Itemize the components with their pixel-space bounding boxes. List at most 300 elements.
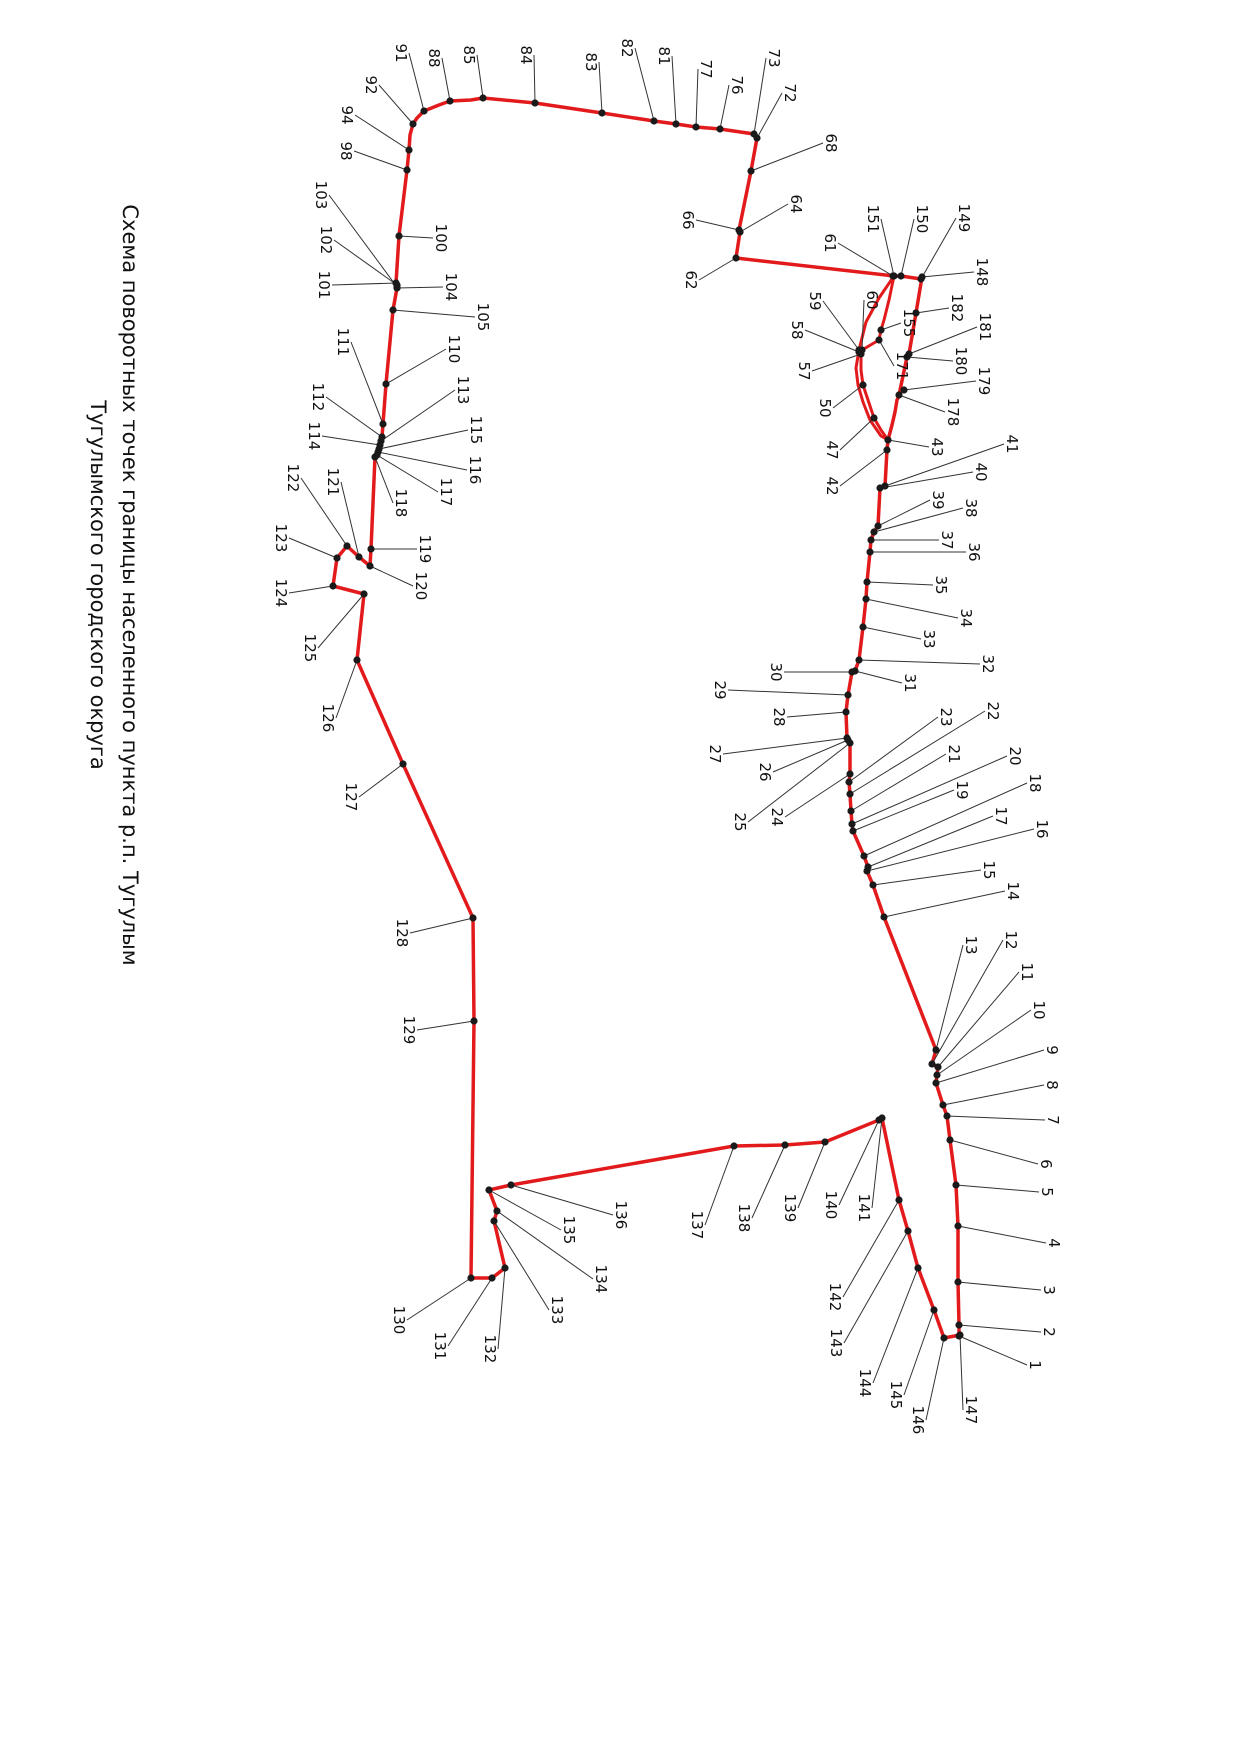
boundary-point bbox=[875, 336, 882, 343]
point-label: 32 bbox=[979, 654, 997, 674]
leader-line bbox=[958, 1282, 1041, 1290]
boundary-point bbox=[877, 326, 884, 333]
point-label: 146 bbox=[909, 1405, 927, 1435]
boundary-point bbox=[855, 656, 862, 663]
point-label: 58 bbox=[788, 320, 806, 340]
leader-line bbox=[851, 754, 946, 811]
leader-line bbox=[873, 870, 981, 885]
point-label: 105 bbox=[474, 302, 492, 332]
point-label: 37 bbox=[938, 530, 956, 550]
point-label: 4 bbox=[1045, 1238, 1063, 1248]
leader-line bbox=[901, 219, 914, 276]
boundary-point bbox=[881, 482, 888, 489]
point-label: 145 bbox=[887, 1380, 905, 1410]
boundary-point bbox=[490, 1217, 497, 1224]
boundary-point bbox=[878, 1114, 885, 1121]
boundary-point bbox=[470, 1017, 477, 1024]
point-label: 36 bbox=[965, 542, 983, 562]
point-label: 124 bbox=[272, 578, 290, 608]
boundary-point bbox=[864, 863, 871, 870]
point-label: 132 bbox=[481, 1334, 499, 1364]
leader-line bbox=[787, 712, 846, 717]
boundary-point bbox=[360, 590, 367, 597]
boundary-point bbox=[405, 146, 412, 153]
boundary-point bbox=[467, 1274, 474, 1281]
leader-line bbox=[840, 450, 887, 486]
leader-line bbox=[798, 1142, 825, 1208]
leader-line bbox=[740, 204, 788, 232]
boundary-point bbox=[531, 99, 538, 106]
point-label: 9 bbox=[1043, 1045, 1061, 1055]
point-label: 115 bbox=[467, 415, 485, 445]
leader-line bbox=[381, 390, 455, 441]
leader-line bbox=[852, 756, 1007, 824]
point-label: 83 bbox=[582, 52, 600, 72]
boundary-point bbox=[379, 420, 386, 427]
point-label: 104 bbox=[442, 272, 460, 302]
boundary-point bbox=[940, 1334, 947, 1341]
point-label: 114 bbox=[305, 421, 323, 451]
point-label: 91 bbox=[392, 43, 410, 63]
boundary-point bbox=[333, 554, 340, 561]
leader-line bbox=[334, 240, 397, 285]
point-label: 141 bbox=[855, 1193, 873, 1223]
leader-line bbox=[867, 829, 1034, 871]
point-label: 181 bbox=[976, 312, 994, 342]
leader-line bbox=[904, 1310, 934, 1395]
point-label: 126 bbox=[319, 703, 337, 733]
point-label: 14 bbox=[1004, 881, 1022, 901]
point-label: 130 bbox=[390, 1305, 408, 1335]
point-label: 88 bbox=[425, 48, 443, 68]
point-label: 110 bbox=[445, 334, 463, 364]
leader-line bbox=[672, 56, 676, 124]
point-label: 134 bbox=[592, 1264, 610, 1294]
leader-line bbox=[950, 1140, 1038, 1164]
boundary-point bbox=[867, 536, 874, 543]
point-label: 179 bbox=[975, 366, 993, 396]
point-label: 77 bbox=[697, 59, 715, 79]
leader-line bbox=[355, 115, 409, 150]
leader-line bbox=[899, 395, 945, 412]
boundary-point bbox=[842, 708, 849, 715]
leader-line bbox=[748, 743, 850, 822]
leader-line bbox=[289, 586, 333, 593]
point-label: 33 bbox=[920, 629, 938, 649]
boundary-point bbox=[821, 1138, 828, 1145]
boundary-point bbox=[851, 667, 858, 674]
leader-line bbox=[888, 440, 929, 447]
point-label: 66 bbox=[679, 210, 697, 230]
boundary-point bbox=[393, 284, 400, 291]
boundary-point bbox=[946, 1136, 953, 1143]
leader-line bbox=[359, 764, 403, 797]
leader-line bbox=[370, 566, 413, 586]
point-label: 6 bbox=[1037, 1159, 1055, 1169]
leader-line bbox=[326, 397, 382, 437]
point-label: 147 bbox=[962, 1395, 980, 1425]
point-label: 41 bbox=[1003, 434, 1021, 454]
leader-line bbox=[947, 1116, 1045, 1120]
point-label: 155 bbox=[900, 308, 918, 338]
leader-line bbox=[410, 918, 473, 933]
boundary-point bbox=[692, 123, 699, 130]
boundary-point bbox=[866, 548, 873, 555]
leader-line bbox=[868, 816, 993, 867]
leader-line bbox=[757, 93, 782, 138]
leader-line bbox=[318, 594, 364, 648]
point-label: 103 bbox=[312, 180, 330, 210]
point-label: 101 bbox=[315, 270, 333, 300]
point-label: 10 bbox=[1030, 1000, 1048, 1020]
leader-line bbox=[932, 940, 1003, 1064]
point-label: 112 bbox=[309, 382, 327, 412]
point-label: 35 bbox=[932, 575, 950, 595]
leader-line bbox=[958, 1226, 1046, 1243]
point-label: 11 bbox=[1018, 962, 1036, 982]
boundary-point bbox=[650, 117, 657, 124]
leader-line bbox=[720, 85, 729, 129]
leader-line bbox=[386, 349, 446, 384]
boundary-point bbox=[858, 346, 865, 353]
boundary-point bbox=[399, 760, 406, 767]
point-label: 128 bbox=[393, 918, 411, 948]
boundary-point bbox=[943, 1112, 950, 1119]
leader-line bbox=[752, 1145, 785, 1218]
leader-line bbox=[859, 660, 980, 664]
leader-line bbox=[393, 310, 475, 317]
point-label: 34 bbox=[957, 608, 975, 628]
point-label: 84 bbox=[517, 45, 535, 65]
point-label: 138 bbox=[735, 1203, 753, 1233]
point-label: 140 bbox=[822, 1190, 840, 1220]
leader-line bbox=[922, 272, 974, 277]
point-label: 129 bbox=[400, 1015, 418, 1045]
boundary-point bbox=[747, 167, 754, 174]
point-label: 25 bbox=[731, 812, 749, 832]
point-label: 137 bbox=[688, 1210, 706, 1240]
leader-line bbox=[378, 452, 467, 470]
boundary-point bbox=[420, 107, 427, 114]
point-label: 18 bbox=[1026, 773, 1044, 793]
leader-line bbox=[873, 1268, 918, 1383]
point-label: 64 bbox=[787, 194, 805, 214]
point-label: 68 bbox=[822, 133, 840, 153]
leader-line bbox=[840, 418, 874, 450]
boundary-point bbox=[730, 1142, 737, 1149]
boundary-point bbox=[366, 562, 373, 569]
boundary-point bbox=[956, 1331, 963, 1338]
boundary-point bbox=[932, 1079, 939, 1086]
point-label: 116 bbox=[466, 455, 484, 485]
boundary-point bbox=[501, 1264, 508, 1271]
leader-line bbox=[823, 301, 859, 350]
boundary-point bbox=[870, 414, 877, 421]
point-label: 127 bbox=[342, 782, 360, 812]
boundary-point bbox=[930, 1306, 937, 1313]
boundary-point bbox=[933, 1071, 940, 1078]
point-label: 50 bbox=[816, 398, 834, 418]
point-label: 117 bbox=[437, 477, 455, 507]
boundary-point bbox=[446, 97, 453, 104]
point-label: 100 bbox=[432, 223, 450, 253]
point-label: 122 bbox=[284, 463, 302, 493]
point-label: 119 bbox=[416, 534, 434, 564]
boundary-point bbox=[735, 226, 742, 233]
point-label: 7 bbox=[1044, 1115, 1062, 1125]
point-label: 22 bbox=[984, 701, 1002, 721]
point-label: 12 bbox=[1002, 930, 1020, 950]
boundary-point bbox=[732, 254, 739, 261]
boundary-point bbox=[884, 436, 891, 443]
point-label: 150 bbox=[913, 204, 931, 234]
leader-line bbox=[322, 436, 380, 445]
point-label: 81 bbox=[655, 46, 673, 66]
leader-line bbox=[833, 385, 863, 408]
leader-line bbox=[926, 1338, 944, 1420]
leader-line bbox=[959, 1336, 1027, 1365]
leader-line bbox=[959, 1325, 1041, 1332]
boundary-point bbox=[869, 881, 876, 888]
leader-line bbox=[397, 287, 443, 288]
point-label: 13 bbox=[962, 935, 980, 955]
leader-line bbox=[375, 457, 393, 503]
leader-line bbox=[936, 1050, 1044, 1083]
point-label: 143 bbox=[827, 1328, 845, 1358]
point-label: 149 bbox=[955, 203, 973, 233]
point-label: 30 bbox=[767, 662, 785, 682]
boundary-point bbox=[863, 578, 870, 585]
boundary-point bbox=[846, 770, 853, 777]
leader-line bbox=[696, 220, 739, 230]
point-label: 151 bbox=[864, 204, 882, 234]
point-label: 148 bbox=[973, 257, 991, 287]
boundary-point bbox=[672, 120, 679, 127]
leader-line bbox=[785, 774, 850, 817]
boundary-point bbox=[781, 1141, 788, 1148]
rotated-scheme bbox=[86, 38, 1063, 1434]
point-label: 182 bbox=[948, 293, 966, 323]
leader-line bbox=[849, 717, 938, 782]
point-label: 94 bbox=[338, 105, 356, 125]
boundary-point bbox=[371, 453, 378, 460]
point-label: 180 bbox=[952, 346, 970, 376]
boundary-points bbox=[329, 94, 963, 1341]
point-label: 8 bbox=[1043, 1080, 1061, 1090]
boundary-point bbox=[939, 1101, 946, 1108]
boundary-point bbox=[859, 381, 866, 388]
boundary-point bbox=[952, 1181, 959, 1188]
boundary-point bbox=[890, 272, 897, 279]
point-label: 98 bbox=[337, 141, 355, 161]
leader-line bbox=[943, 1085, 1044, 1105]
leader-line bbox=[354, 151, 407, 170]
point-label: 5 bbox=[1038, 1187, 1056, 1197]
boundary-point bbox=[870, 528, 877, 535]
leader-line bbox=[332, 283, 396, 285]
point-label: 16 bbox=[1033, 819, 1051, 839]
boundary-point bbox=[859, 623, 866, 630]
boundary-point bbox=[355, 553, 362, 560]
boundary-point bbox=[917, 275, 924, 282]
boundary-point bbox=[469, 914, 476, 921]
point-label: 57 bbox=[795, 361, 813, 381]
point-label: 42 bbox=[823, 476, 841, 496]
point-label: 43 bbox=[928, 437, 946, 457]
point-label: 144 bbox=[856, 1368, 874, 1398]
leader-line bbox=[916, 308, 949, 313]
boundary-point bbox=[874, 522, 881, 529]
point-label: 23 bbox=[937, 707, 955, 727]
leader-line bbox=[812, 354, 861, 371]
leader-line bbox=[855, 671, 902, 683]
boundary-point bbox=[914, 1264, 921, 1271]
boundary-point bbox=[928, 1060, 935, 1067]
leader-line bbox=[351, 342, 383, 424]
boundary-point bbox=[409, 120, 416, 127]
leader-line bbox=[417, 1021, 474, 1030]
point-label: 38 bbox=[962, 498, 980, 518]
point-label: 3 bbox=[1040, 1285, 1058, 1295]
leader-line bbox=[336, 660, 357, 718]
boundary-point bbox=[343, 542, 350, 549]
boundary-point bbox=[848, 820, 855, 827]
point-label: 121 bbox=[324, 467, 342, 497]
leader-line bbox=[956, 1185, 1039, 1192]
leader-line bbox=[289, 538, 337, 558]
point-label: 178 bbox=[944, 397, 962, 427]
point-label: 27 bbox=[706, 744, 724, 764]
point-label: 102 bbox=[317, 225, 335, 255]
leader-line bbox=[699, 258, 736, 280]
point-label: 19 bbox=[953, 780, 971, 800]
leader-line bbox=[723, 738, 847, 754]
point-label: 131 bbox=[431, 1331, 449, 1361]
leader-line bbox=[844, 1231, 908, 1343]
boundary-point bbox=[954, 1278, 961, 1285]
point-label: 135 bbox=[560, 1215, 578, 1245]
leader-line bbox=[907, 357, 953, 361]
leader-line bbox=[866, 599, 958, 618]
boundary-point bbox=[954, 1222, 961, 1229]
leader-line bbox=[329, 195, 397, 287]
point-label: 125 bbox=[301, 633, 319, 663]
boundary-point bbox=[845, 778, 852, 785]
point-label: 17 bbox=[992, 806, 1010, 826]
leader-line bbox=[874, 508, 963, 532]
point-label: 82 bbox=[618, 38, 636, 58]
boundary-point bbox=[904, 1227, 911, 1234]
point-label: 47 bbox=[823, 440, 841, 460]
main-boundary-line bbox=[333, 98, 960, 1338]
point-label: 76 bbox=[728, 75, 746, 95]
leader-line bbox=[773, 740, 848, 772]
leader-line bbox=[904, 381, 976, 390]
point-label: 120 bbox=[412, 571, 430, 601]
point-label: 29 bbox=[711, 680, 729, 700]
leader-line bbox=[880, 472, 973, 488]
leader-line bbox=[863, 627, 921, 639]
leader-line bbox=[938, 972, 1019, 1067]
boundary-point bbox=[479, 94, 486, 101]
point-label: 139 bbox=[781, 1193, 799, 1223]
leader-line bbox=[867, 582, 933, 585]
boundary-point bbox=[395, 232, 402, 239]
boundary-point bbox=[329, 582, 336, 589]
point-label: 92 bbox=[362, 75, 380, 95]
leader-line bbox=[399, 236, 433, 238]
point-label: 60 bbox=[863, 290, 881, 310]
boundary-point bbox=[846, 790, 853, 797]
point-label: 40 bbox=[972, 462, 990, 482]
point-label: 133 bbox=[548, 1295, 566, 1325]
point-label: 73 bbox=[765, 48, 783, 68]
leader-line bbox=[751, 143, 823, 171]
point-label: 113 bbox=[454, 375, 472, 405]
point-label: 62 bbox=[682, 270, 700, 290]
point-label: 59 bbox=[806, 291, 824, 311]
boundary-point bbox=[843, 734, 850, 741]
point-label: 136 bbox=[612, 1200, 630, 1230]
point-label: 72 bbox=[781, 83, 799, 103]
point-label: 123 bbox=[272, 523, 290, 553]
boundary-point bbox=[955, 1321, 962, 1328]
point-label: 118 bbox=[392, 488, 410, 518]
boundary-point bbox=[862, 595, 869, 602]
leader-line bbox=[728, 690, 848, 695]
leader-line bbox=[937, 1010, 1031, 1075]
leader-line bbox=[884, 891, 1005, 917]
boundary-point bbox=[488, 1274, 495, 1281]
boundary-point bbox=[932, 1046, 939, 1053]
boundary-point bbox=[895, 1196, 902, 1203]
boundary-point bbox=[900, 386, 907, 393]
boundary-point bbox=[844, 691, 851, 698]
point-label: 39 bbox=[929, 490, 947, 510]
leader-line bbox=[705, 1146, 734, 1225]
boundary-point bbox=[880, 913, 887, 920]
leader-lines bbox=[289, 48, 1046, 1420]
boundary-point bbox=[750, 130, 757, 137]
boundary-point bbox=[403, 166, 410, 173]
boundary-point bbox=[598, 109, 605, 116]
boundary-point bbox=[367, 545, 374, 552]
leader-line bbox=[409, 53, 424, 111]
boundary-point bbox=[389, 306, 396, 313]
point-label: 85 bbox=[460, 45, 478, 65]
boundary-point bbox=[883, 446, 890, 453]
point-label: 31 bbox=[901, 673, 919, 693]
point-label: 28 bbox=[770, 707, 788, 727]
boundary-point bbox=[897, 272, 904, 279]
leader-line bbox=[407, 1278, 471, 1320]
leader-line bbox=[379, 85, 413, 124]
point-label: 15 bbox=[980, 860, 998, 880]
boundary-point bbox=[493, 1207, 500, 1214]
boundary-point bbox=[353, 656, 360, 663]
point-label: 24 bbox=[768, 807, 786, 827]
leader-line bbox=[635, 48, 654, 121]
leader-line bbox=[853, 790, 954, 831]
point-label: 171 bbox=[893, 351, 911, 381]
leader-line bbox=[878, 500, 930, 526]
boundary-point bbox=[507, 1181, 514, 1188]
leader-line bbox=[879, 340, 894, 366]
boundary-point bbox=[716, 125, 723, 132]
scheme-subtitle: Тугулымского городского округа bbox=[86, 400, 110, 770]
leader-line bbox=[754, 58, 766, 134]
point-label: 21 bbox=[945, 744, 963, 764]
